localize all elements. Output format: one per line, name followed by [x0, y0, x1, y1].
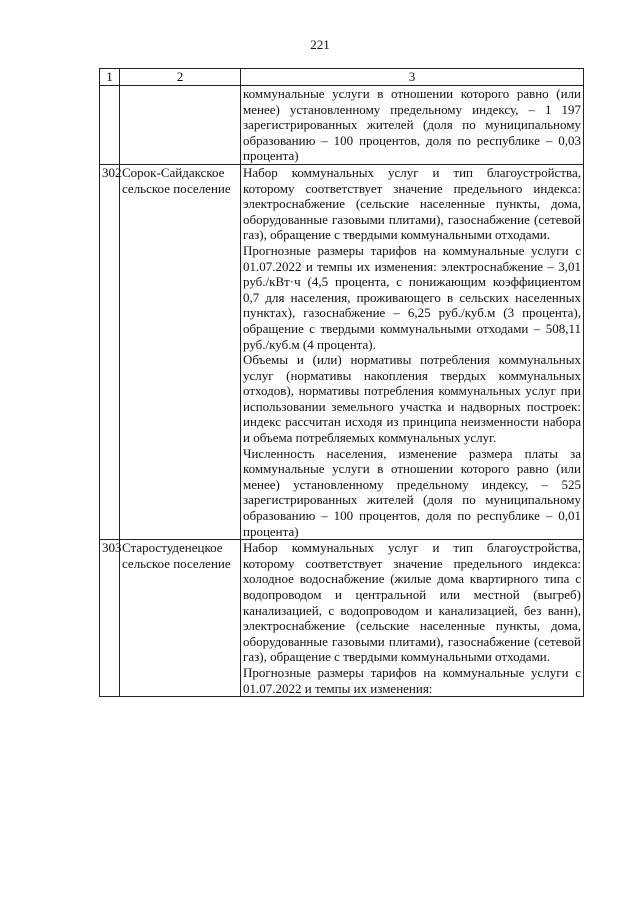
row-description [241, 86, 584, 165]
description-paragraph: Объемы и (или) нормативы потребления коммунальных услуг (нормативы накопления твердых коммунальных отходов), нормативы потребления коммунальных услуг при использовании земельного участка и надворных построек: индекс рассчитан исходя из принципа неизменности набора и объема потребляемых коммунальных услуг. [243, 352, 581, 446]
column-header-1: 1 [100, 69, 120, 86]
settlement-name: Старостуденецкое сельское поселение [120, 540, 241, 697]
row-description [241, 164, 584, 539]
row-number: 302 [100, 164, 120, 539]
table-row [100, 540, 584, 697]
page-number: 221 [310, 37, 330, 52]
table-row [100, 164, 584, 539]
table-row [100, 86, 584, 165]
description-paragraph: Прогнозные размеры тарифов на коммунальные услуги с 01.07.2022 и темпы их изменения: [243, 664, 581, 696]
description-paragraph: коммунальные услуги в отношении которого равно (или менее) установленному предельному индексу, – 1 197 зарегистрированных жителей (доля по муниципальному образованию – 100 процентов, доля по республике – 0,03 процента) [243, 86, 581, 164]
document-table [99, 68, 584, 697]
row-number [100, 86, 120, 165]
settlement-name [120, 86, 241, 165]
table-header-row [100, 69, 584, 86]
column-header-2: 2 [120, 69, 241, 86]
row-description [241, 540, 584, 697]
column-header-3: 3 [241, 69, 584, 86]
row-number: 303 [100, 540, 120, 697]
description-paragraph: Набор коммунальных услуг и тип благоустройства, которому соответствует значение предельного индекса: холодное водоснабжение (жилые дома квартирного типа с водопроводом и центральной или местной (выгреб) канализацией, с водопроводом и канализацией, без ванн), электроснабжение (сельские населенные пункты, дома, оборудованные газовыми плитами), газоснабжение (сетевой газ), обращение с твердыми коммунальными отходами. [243, 540, 581, 665]
description-paragraph: Численность населения, изменение размера платы за коммунальные услуги в отношении которого равно (или менее) установленному предельному индексу, – 525 зарегистрированных жителей (доля по муниципальному образованию – 100 процентов, доля по республике – 0,01 процента) [243, 445, 581, 539]
settlement-name: Сорок-Сайдакское сельское поселение [120, 164, 241, 539]
description-paragraph: Набор коммунальных услуг и тип благоустройства, которому соответствует значение предельного индекса: электроснабжение (сельские населенные пункты, дома, оборудованные газовыми плитами), газоснабжение (сетевой газ), обращение с твердыми коммунальными отходами. [243, 164, 581, 243]
description-paragraph: Прогнозные размеры тарифов на коммунальные услуги с 01.07.2022 и темпы их изменения: электроснабжение – 3,01 руб./кВт·ч (4,5 процента, с понижающим коэффициентом 0,7 для населения, проживающего в сельских населенных пунктах), газоснабжение – 6,25 руб./куб.м (3 процента), обращение с твердыми коммунальными отходами – 508,11 руб./куб.м (4 процента). [243, 242, 581, 352]
